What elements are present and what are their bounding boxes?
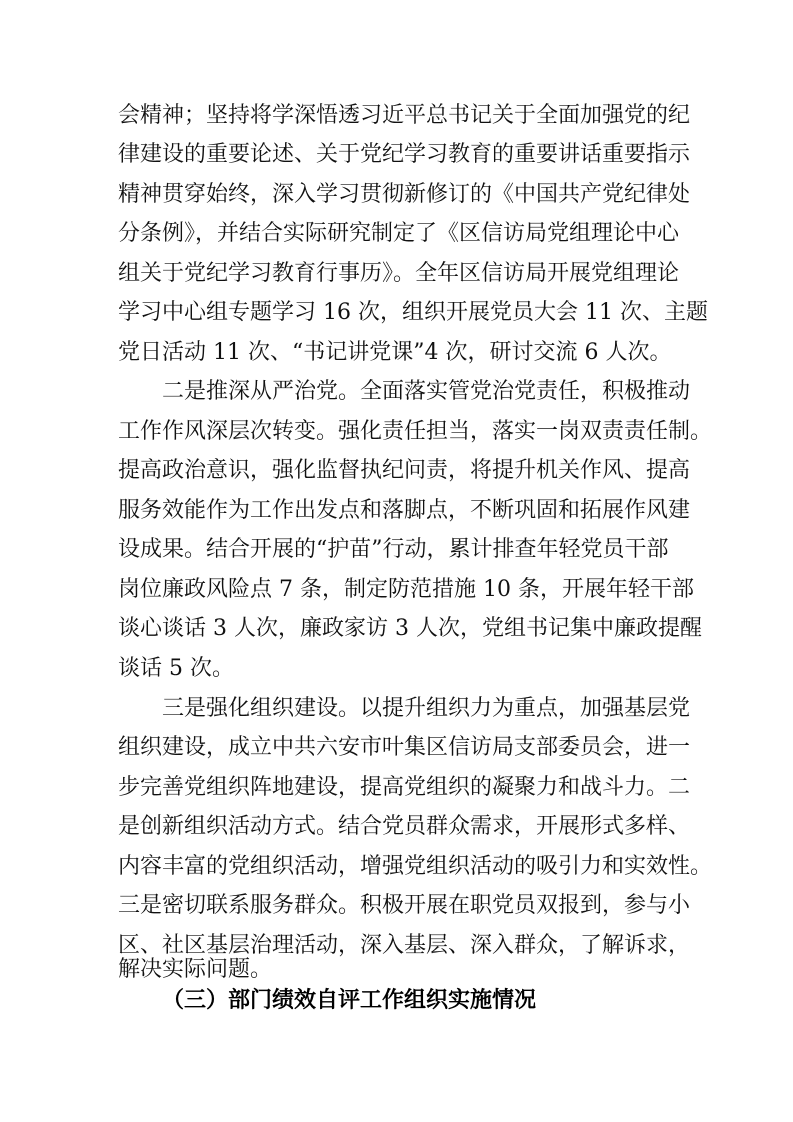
text-line: 会精神；坚持将学深悟透习近平总书记关于全面加强党的纪 [118,103,691,128]
text-line: 组关于党纪学习教育行事历》。全年区信访局开展党组理论 [118,261,680,286]
text-line: 岗位廉政风险点 7 条，制定防范措施 10 条，开展年轻干部 [118,577,694,602]
text-line: 工作作风深层次转变。强化责任担当，落实一岗双责责任制。 [118,419,713,444]
text-line: 解决实际问题。 [118,957,273,982]
text-line: 是创新组织活动方式。结合党员群众需求，开展形式多样、 [118,814,691,839]
text-line: 三是强化组织建设。以提升组织力为重点，加强基层党 [162,696,691,721]
text-line: 服务效能作为工作出发点和落脚点，不断巩固和拓展作风建 [118,498,691,523]
text-line: 步完善党组织阵地建设，提高党组织的凝聚力和战斗力。二 [118,775,691,800]
text-line: 学习中心组专题学习 16 次，组织开展党员大会 11 次、主题 [118,300,708,325]
text-line: 二是推深从严治党。全面落实管党治党责任，积极推动 [162,379,691,404]
text-line: 谈心谈话 3 人次，廉政家访 3 人次，党组书记集中廉政提醒 [118,616,702,641]
text-line: 三是密切联系服务群众。积极开展在职党员双报到，参与小 [118,893,691,918]
text-line: 精神贯穿始终，深入学习贯彻新修订的《中国共产党纪律处 [118,182,691,207]
text-line: 内容丰富的党组织活动，增强党组织活动的吸引力和实效性。 [118,854,713,879]
text-line: 提高政治意识，强化监督执纪问责，将提升机关作风、提高 [118,458,691,483]
text-line: 律建设的重要论述、关于党纪学习教育的重要讲话重要指示 [118,142,691,167]
text-line: 设成果。结合开展的“护苗”行动，累计排查年轻党员干部 [118,537,669,562]
text-line: 区、社区基层治理活动，深入基层、深入群众，了解诉求， [118,933,691,958]
text-line: 组织建设，成立中共六安市叶集区信访局支部委员会，进一 [118,735,691,760]
text-line: 党日活动 11 次、“书记讲党课”4 次，研讨交流 6 人次。 [118,340,672,365]
text-line: 分条例》，并结合实际研究制定了《区信访局党组理论中心 [118,221,680,246]
text-line: 谈话 5 次。 [118,656,234,681]
section-heading: （三）部门绩效自评工作组织实施情况 [162,988,537,1013]
